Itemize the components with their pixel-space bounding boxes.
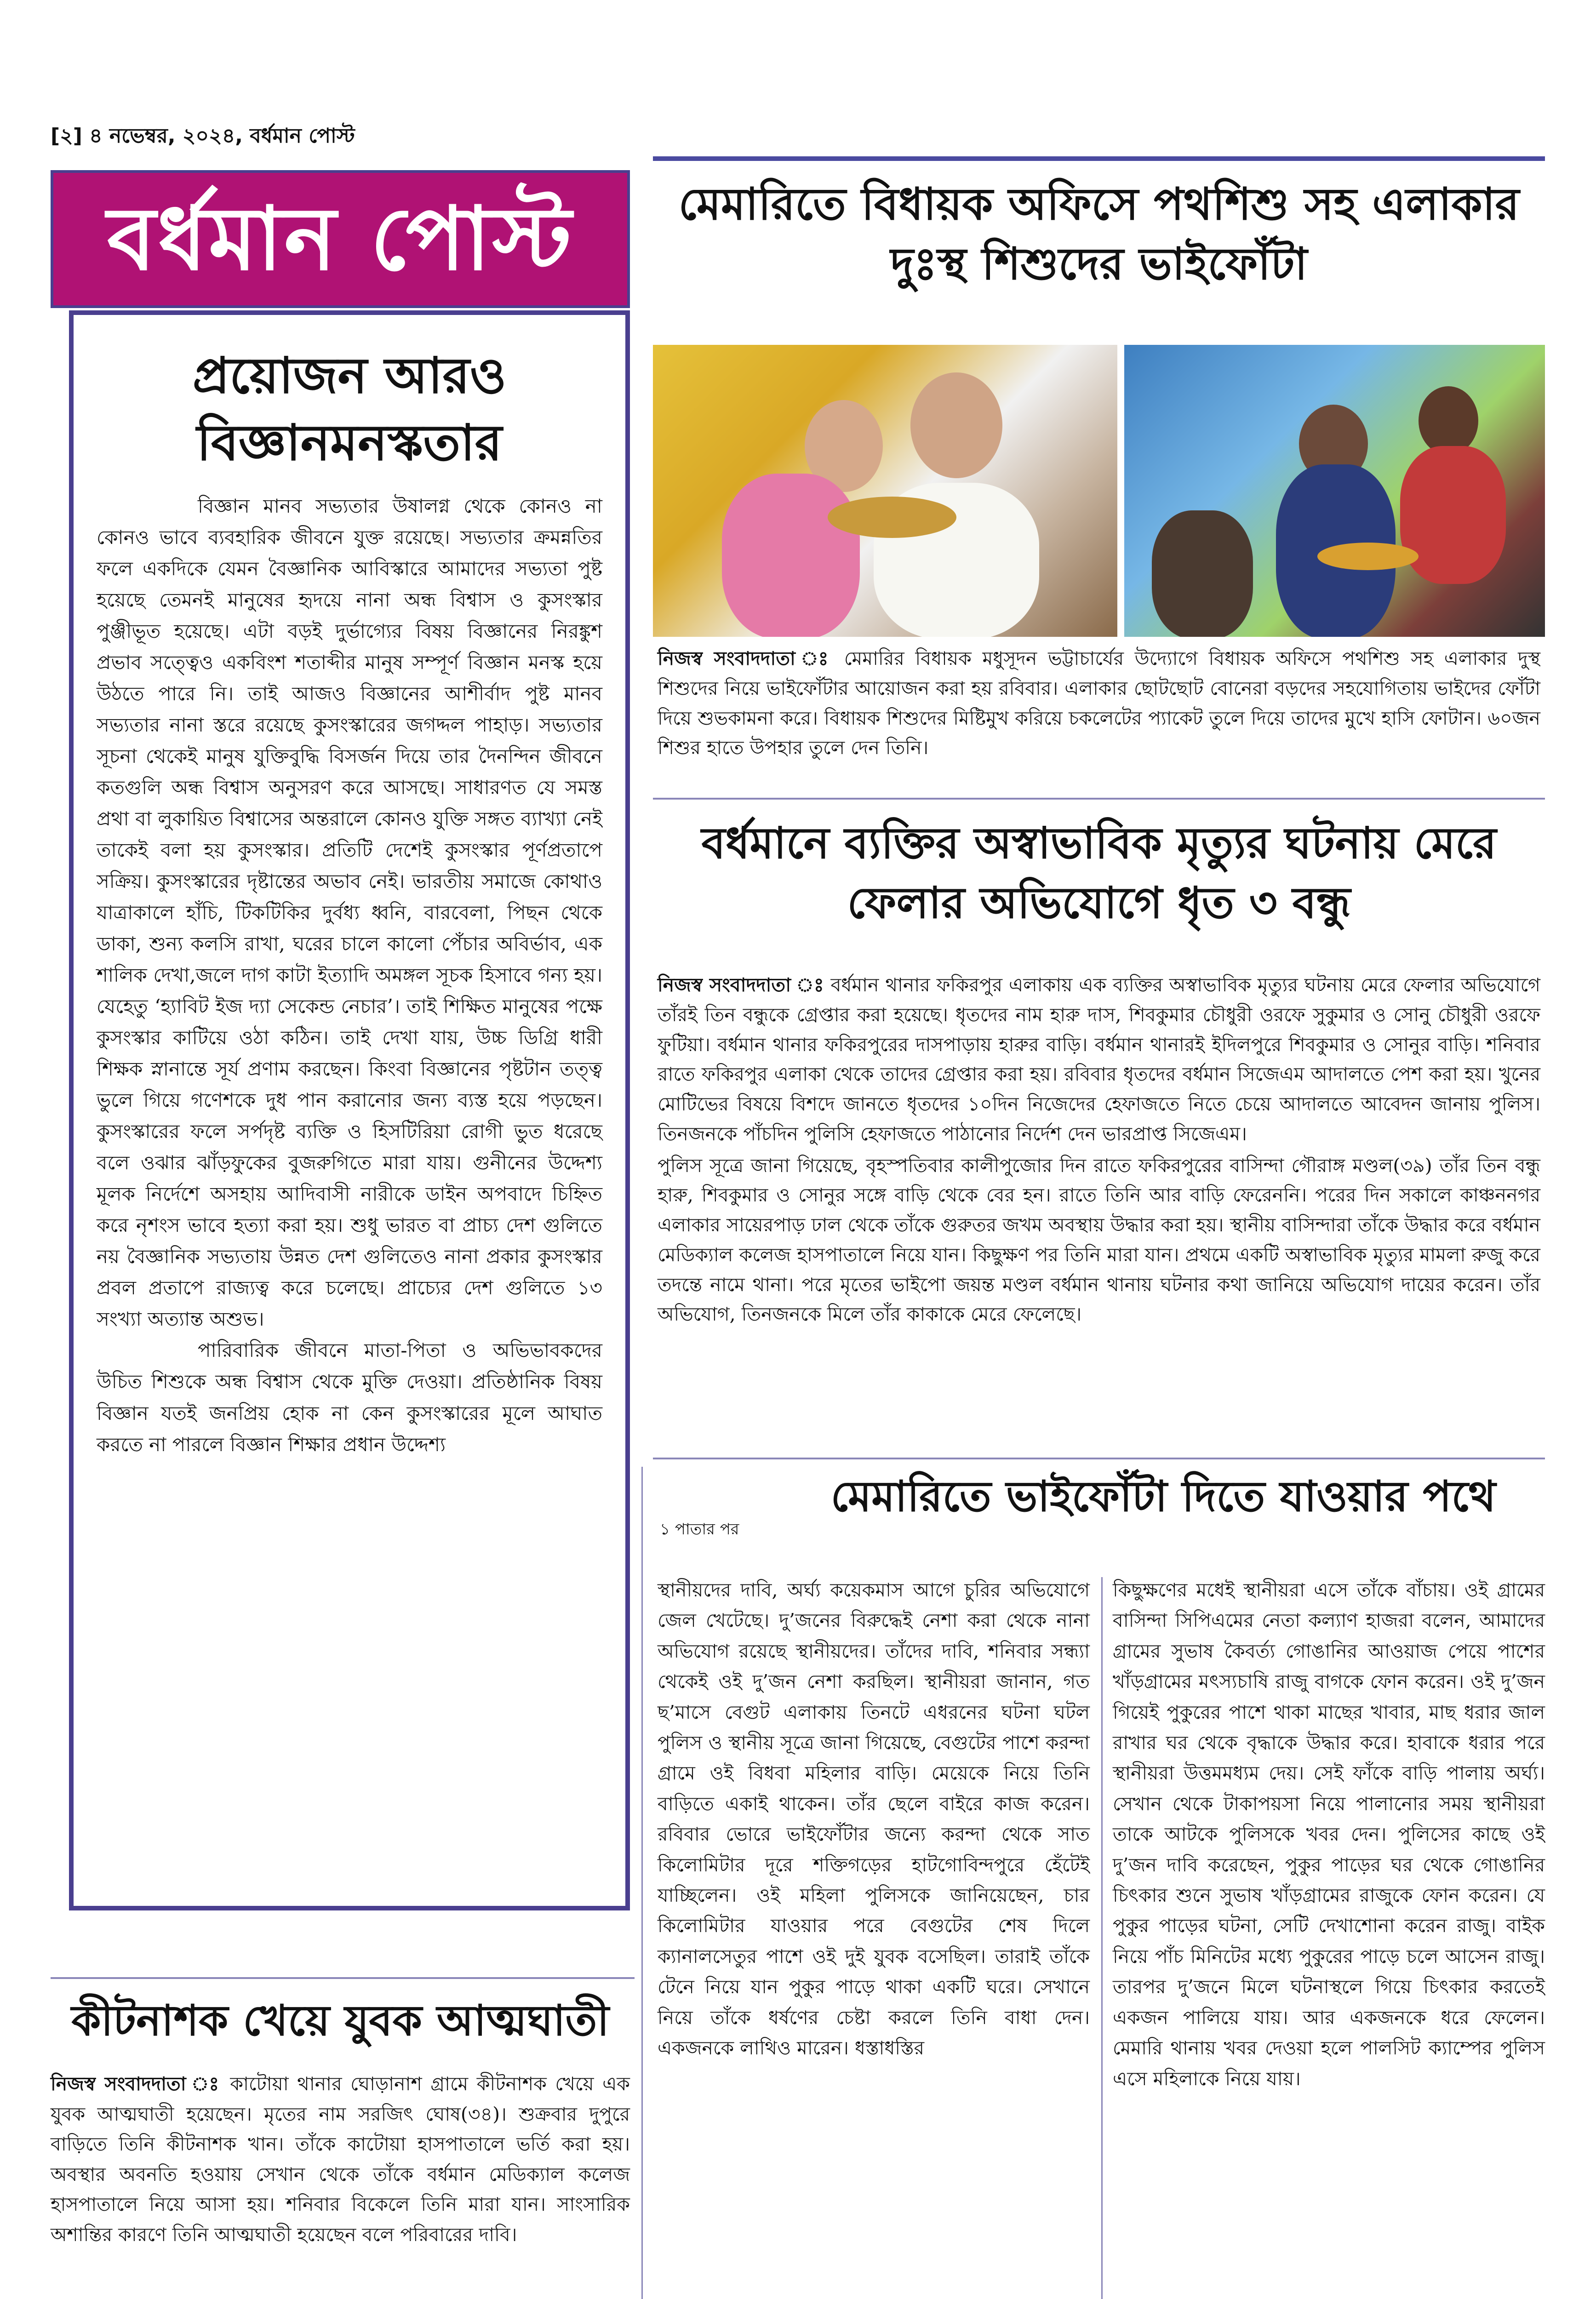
story4-text: কাটোয়া থানার ঘোড়ানাশ গ্রামে কীটনাশক খেয়ে এক যুবক আত্মঘাতী হয়েছেন। মৃতের নাম সরজিৎ ঘোষ(৩৪)। শুক্রবার দুপুরে বাড়িতে তিনি কীটনাশক খান। তাঁকে কাটোয়া হাসপাতালে ভর্তি করা হয়। অবস্থার অবনতি হওয়ায় সেখান থেকে তাঁকে বর্ধমান মেডিক্যাল কলেজ হাসপাতালে নিয়ে আসা হয়। শনিবার বিকেলে তিনি মারা যান। সাংসারিক অশান্তির কারণে তিনি আত্মঘাতী হয়েছেন বলে পরিবারের দাবি।: [51, 2073, 630, 2246]
lead-byline: নিজস্ব সংবাদদাতা ঃ: [658, 647, 834, 669]
page-header: [২] ৪ নভেম্বর, ২০২৪, বর্ধমান পোস্ট: [51, 124, 355, 148]
story2-byline: নিজস্ব সংবাদদাতা ঃ: [658, 974, 824, 996]
lead-body: [658, 644, 1540, 763]
lead-photo-1: [653, 345, 1117, 637]
top-rule: [653, 156, 1545, 161]
masthead-title: বর্ধমান পোস্ট: [107, 188, 573, 290]
story4-body: [51, 2069, 630, 2250]
lead-photo-2: [1124, 345, 1545, 637]
lead-text: মেমারির বিধায়ক মধুসূদন ভট্টাচার্যের উদ্যোগে বিধায়ক অফিসে পথশিশু সহ এলাকার দুস্থ শিশুদের নিয়ে ভাইফোঁটার আয়োজন করা হয় রবিবার। এলাকার ছোটছোট বোনেরা বড়দের সহযোগিতায় ভাইদের ফোঁটা দিয়ে শুভকামনা করে। বিধায়ক শিশুদের মিষ্টিমুখ করিয়ে চকলেটের প্যাকেট তুলে দিয়ে তাদের মুখে হাসি ফোটান। ৬০জন শিশুর হাতে উপহার তুলে দেন তিনি।: [658, 647, 1540, 759]
continued-note: ১ পাতার পর: [660, 1520, 739, 1538]
divider: [653, 798, 1545, 800]
lead-headline: মেমারিতে বিধায়ক অফিসে পথশিশু সহ এলাকার দুঃস্থ শিশুদের ভাইফোঁটা: [678, 178, 1520, 290]
story3-column-1: স্থানীয়দের দাবি, অর্ঘ্য কয়েকমাস আগে চুরির অভিযোগে জেল খেটেছে। দু’জনের বিরুদ্ধেই নেশা করা থেকে নানা অভিযোগ রয়েছে স্থানীয়দের। তাঁদের দাবি, শনিবার সন্ধ্যা থেকেই ওই দু’জন নেশা করছিল। স্থানীয়রা জানান, গত ছ’মাসে বেগুট এলাকায় তিনটে এধরনের ঘটনা ঘটল পুলিস ও স্থানীয় সূত্রে জানা গিয়েছে, বেগুটের পাশে করন্দা গ্রামে ওই বিধবা মহিলার বাড়ি। মেয়েকে নিয়ে তিনি বাড়িতে একাই থাকেন। তাঁর ছেলে বাইরে কাজ করেন। রবিবার ভোরে ভাইফোঁটার জন্যে করন্দা থেকে সাত কিলোমিটার দূরে শক্তিগড়ের হাটগোবিন্দপুরে হেঁটেই যাচ্ছিলেন। ওই মহিলা পুলিসকে জানিয়েছেন, চার কিলোমিটার যাওয়ার পরে বেগুটের শেষ দিলে ক্যানালসেতুর পাশে ওই দুই যুবক বসেছিল। তারাই তাঁকে টেনে নিয়ে যান পুকুর পাড়ে থাকা একটি ঘরে। সেখানে নিয়ে তাঁকে ধর্ষণের চেষ্টা করলে তিনি বাধা দেন। একজনকে লাথিও মারেন। ধস্তাধস্তির: [658, 1579, 1090, 2059]
column-divider: [1101, 1577, 1103, 2299]
story2-paragraph-1: [658, 970, 1540, 1149]
divider: [51, 1977, 635, 1979]
editorial-title: প্রয়োজন আরও বিজ্ঞানমনস্কতার: [192, 347, 507, 472]
story2-paragraph-2: পুলিস সূত্রে জানা গিয়েছে, বৃহস্পতিবার কালীপুজোর দিন রাতে ফকিরপুরের বাসিন্দা গৌরাঙ্গ মণ্ডল(৩৯) তাঁর তিন বন্ধু হারু, শিবকুমার ও সোনুর সঙ্গে বাড়ি থেকে বের হন। রাতে তিনি আর বাড়ি ফেরেননি। পরের দিন সকালে কাঞ্চননগর এলাকার সায়েরপাড় ঢাল থেকে তাঁকে গুরুতর জখম অবস্থায় উদ্ধার করা হয়। স্থানীয় বাসিন্দারা তাঁকে উদ্ধার করে বর্ধমান মেডিক্যাল কলেজ হাসপাতালে নিয়ে যান। কিছুক্ষণ পর তিনি মারা যান। প্রথমে একটি অস্বাভাবিক মৃত্যুর মামলা রুজু করে তদন্তে নামে থানা। পরে মৃতের ভাইপো জয়ন্ত মণ্ডল বর্ধমান থানায় ঘটনার কথা জানিয়ে অভিযোগ দায়ের করেন। তাঁর অভিযোগ, তিনজনকে মিলে তাঁর কাকাকে মেরে ফেলেছে।: [658, 1154, 1540, 1326]
masthead: [51, 170, 630, 308]
editorial-paragraph-1: বিজ্ঞান মানব সভ্যতার উষালগ্ন থেকে কোনও না কোনও ভাবে ব্যবহারিক জীবনে যুক্ত রয়েছে। সভ্যতার ক্রমন্নতির ফলে একদিকে যেমন বৈজ্ঞানিক আবিস্কারে আমাদের সভ্যতা পুষ্ট হয়েছে তেমনই মানুষের হৃদয়ে নানা অন্ধ বিশ্বাস ও কুসংস্কার পুঞ্জীভূত হয়েছে। এটা বড়ই দুর্ভাগ্যের বিষয় বিজ্ঞানের নিরঙ্কুশ প্রভাব সত্ত্বেও একবিংশ শতাব্দীর মানুষ সম্পূর্ণ বিজ্ঞান মনস্ক হয়ে উঠতে পারে নি। তাই আজও বিজ্ঞানের আশীর্বাদ পুষ্ট মানব সভ্যতার নানা স্তরে রয়েছে কুসংস্কারের জগদ্দল পাহাড়। সভ্যতার সূচনা থেকেই মানুষ যুক্তিবুদ্ধি বিসর্জন দিয়ে তার দৈনন্দিন জীবনে কতগুলি অন্ধ বিশ্বাস অনুসরণ করে আসছে। সাধারণত যে সমস্ত প্রথা বা লুকায়িত বিশ্বাসের অন্তরালে কোনও যুক্তি সঙ্গত ব্যাখ্যা নেই তাকেই বলা হয় কুসংস্কার। প্রতিটি দেশেই কুসংস্কার পূর্ণপ্রতাপে সক্রিয়। কুসংস্কারের দৃষ্টান্তের অভাব নেই। ভারতীয় সমাজে কোথাও যাত্রাকালে হাঁচি, টিকটিকির দুর্বধ্য ধ্বনি, বারবেলা, পিছন থেকে ডাকা, শুন্য কলসি রাখা, ঘরের চালে কালো পেঁচার অবির্ভাব, এক শালিক দেখা,জলে দাগ কাটা ইত্যাদি অমঙ্গল সূচক হিসাবে গন্য হয়। যেহেতু ‘হ্যাবিট ইজ দ্যা সেকেন্ড নেচার’। তাই শিক্ষিত মানুষের পক্ষে কুসংস্কার কাটিয়ে ওঠা কঠিন। তাই দেখা যায়, উচ্চ ডিগ্রি ধারী শিক্ষক স্নানান্তে সূর্য প্রণাম করছেন। কিংবা বিজ্ঞানের পৃষ্টটান তত্ত্ব ভুলে গিয়ে গণেশকে দুধ পান করানোর জন্য ব্যস্ত হয়ে পড়ছেন। কুসংস্কারের ফলে সর্পদৃষ্ট ব্যক্তি ও হিসটিরিয়া রোগী ভুত ধরেছে বলে ওঝার ঝাঁড়ফুকের বুজরুগিতে মারা যায়। গুনীনের উদ্দেশ্য মূলক নির্দেশে অসহায় আদিবাসী নারীকে ডাইন অপবাদে চিহ্নিত করে নৃশংস ভাবে হত্যা করা হয়। শুধু ভারত বা প্রাচ্য দেশ গুলিতে নয় বৈজ্ঞানিক সভ্যতায় উন্নত দেশ গুলিতেও নানা প্রকার কুসংস্কার প্রবল প্রতাপে রাজ্যত্ব করে চলেছে। প্রাচ্যের দেশ গুলিতে ১৩ সংখ্যা অত্যান্ত অশুভ।: [97, 494, 602, 1331]
editorial-paragraph-2: পারিবারিক জীবনে মাতা-পিতা ও অভিভাবকদের উচিত শিশুকে অন্ধ বিশ্বাস থেকে মুক্তি দেওয়া। প্রতিষ্ঠানিক বিষয় বিজ্ঞান যতই জনপ্রিয় হোক না কেন কুসংস্কারের মূলে আঘাত করতে না পারলে বিজ্ঞান শিক্ষার প্রধান উদ্দেশ্য: [97, 1339, 602, 1456]
divider: [653, 1458, 1545, 1459]
story4-byline: নিজস্ব সংবাদদাতা ঃ: [51, 2073, 222, 2095]
story2-headline: বর্ধমানে ব্যক্তির অস্বাভাবিক মৃত্যুর ঘটনায় মেরে ফেলার অভিযোগে ধৃত ৩ বন্ধু: [701, 818, 1497, 928]
story4-headline: কীটনাশক খেয়ে যুবক আত্মঘাতী: [71, 1996, 609, 2045]
story2-text-1: বর্ধমান থানার ফকিরপুর এলাকায় এক ব্যক্তির অস্বাভাবিক মৃত্যুর ঘটনায় মেরে ফেলার অভিযোগে তাঁরই তিন বন্ধুকে গ্রেপ্তার করা হয়েছে। ধৃতদের নাম হারু দাস, শিবকুমার চৌধুরী ওরফে সুকুমার ও সোনু চৌধুরী ওরফে ফুটিয়া। বর্ধমান থানার ফকিরপুরের দাসপাড়ায় হারুর বাড়ি। বর্ধমান থানারই ইদিলপুরে শিবকুমার ও সোনুর বাড়ি। শনিবার রাতে ফকিরপুর এলাকা থেকে তাদের গ্রেপ্তার করা হয়। রবিবার ধৃতদের বর্ধমান সিজেএম আদালতে পেশ করা হয়। খুনের মোটিভের বিষয়ে বিশদে জানতে ধৃতদের ১০দিন নিজেদের হেফাজতে নিতে চেয়ে আদালতে আবেদন জানায় পুলিস। তিনজনকে পাঁচদিন পুলিসি হেফাজতে পাঠানোর নির্দেশ দেন ভারপ্রাপ্ত সিজেএম।: [658, 974, 1540, 1145]
story2-body: [658, 970, 1540, 1331]
story3-column-2: কিছুক্ষণের মধেই স্থানীয়রা এসে তাঁকে বাঁচায়। ওই গ্রামের বাসিন্দা সিপিএমের নেতা কল্যাণ হাজরা বলেন, আমাদের গ্রামের সুভাষ কৈবর্ত্য গোঙানির আওয়াজ পেয়ে পাশের খাঁড়গ্রামের মৎস্যচাষি রাজু বাগকে ফোন করেন। ওই দু’জন গিয়েই পুকুরের পাশে থাকা মাছের খাবার, মাছ ধরার জাল রাখার ঘর থেকে বৃদ্ধাকে উদ্ধার করে। হাবাকে ধরার পরে স্থানীয়রা উত্তমমধ্যম দেয়। সেই ফাঁকে বাড়ি পালায় অর্ঘ্য। সেখান থেকে টাকাপয়সা নিয়ে পালানোর সময় স্থানীয়রা তাকে আটকে পুলিসকে খবর দেন। পুলিসের কাছে ওই দু’জন দাবি করেছেন, পুকুর পাড়ের ঘর থেকে গোঙানির চিৎকার শুনে সুভাষ খাঁড়গ্রামের রাজুকে ফোন করেন। যে পুকুর পাড়ের ঘটনা, সেটি দেখাশোনা করেন রাজু। বাইক নিয়ে পাঁচ মিনিটের মধ্যে পুকুরের পাড়ে চলে আসেন রাজু। তারপর দু’জনে মিলে ঘটনাস্থলে গিয়ে চিৎকার করতেই একজন পালিয়ে যায়। আর একজনকে ধরে ফেলেন। মেমারি থানায় খবর দেওয়া হলে পালসিট ক্যাম্পের পুলিস এসে মহিলাকে নিয়ে যায়।: [1113, 1579, 1545, 2090]
story3-headline: মেমারিতে ভাইফোঁটা দিতে যাওয়ার পথে: [830, 1472, 1496, 1521]
column-divider: [641, 1467, 643, 2299]
editorial-box: [69, 310, 630, 1910]
